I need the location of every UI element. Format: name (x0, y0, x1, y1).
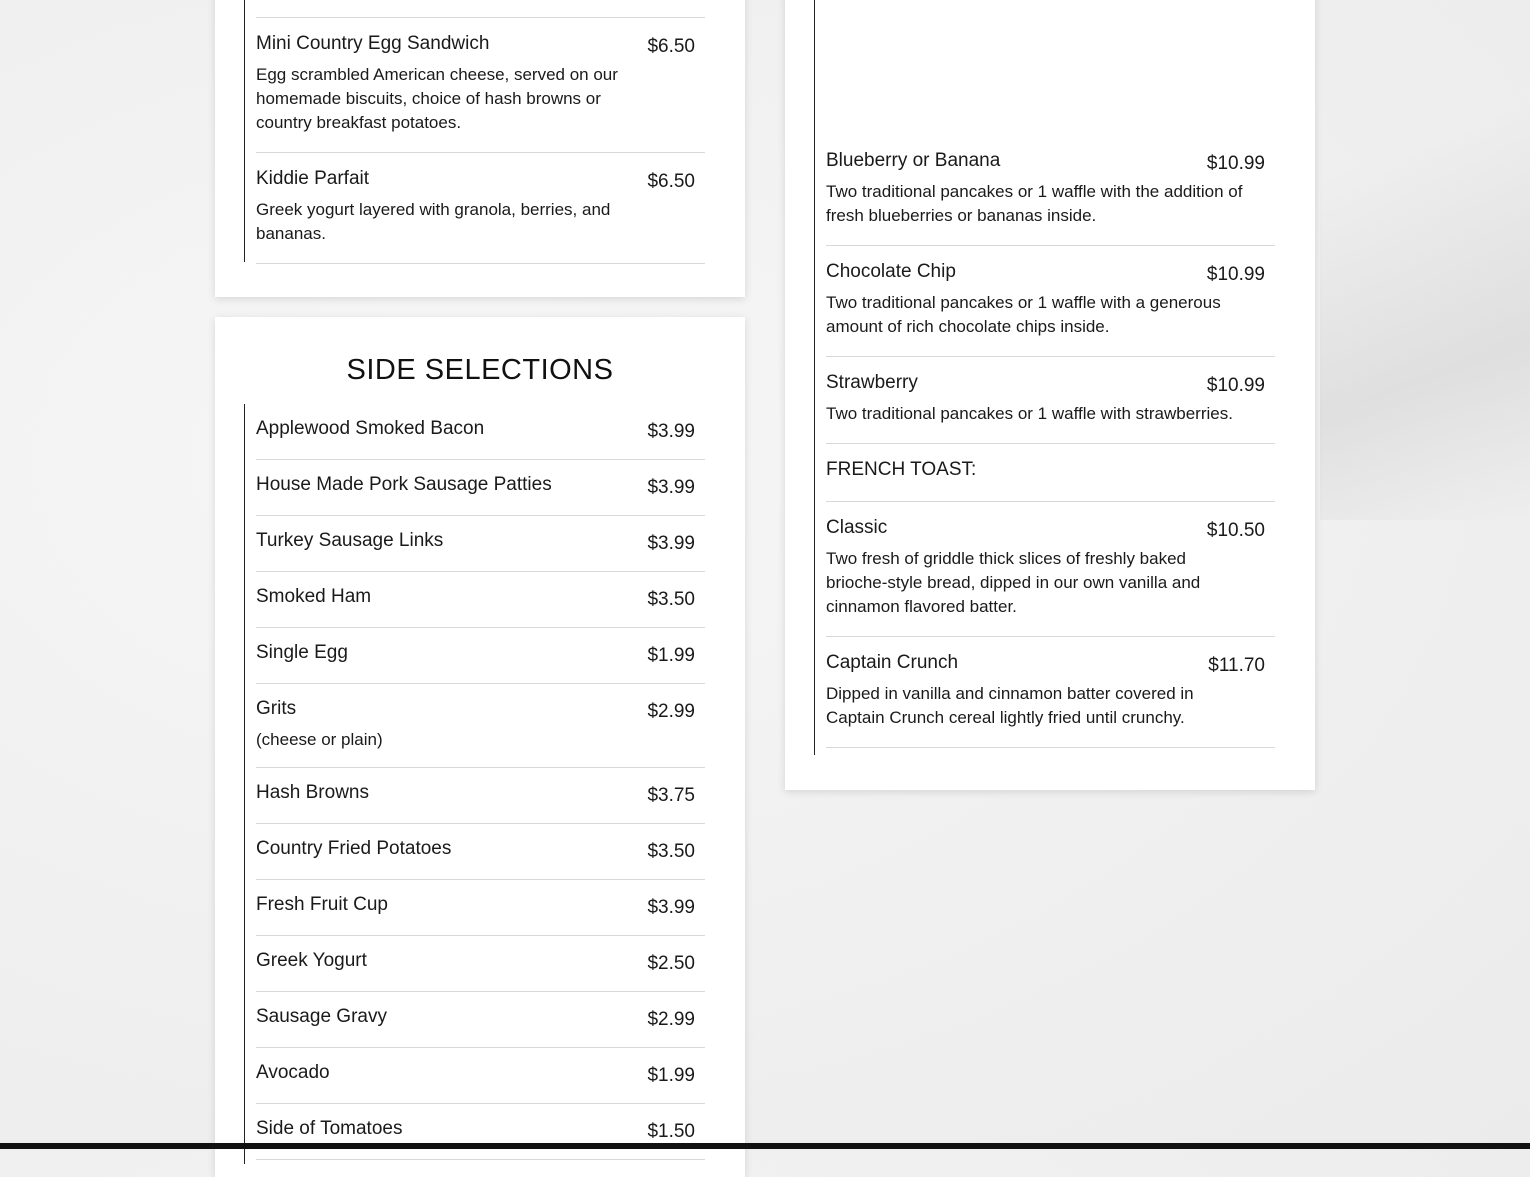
item-name: Side of Tomatoes (256, 1118, 403, 1139)
item-price: $1.99 (647, 645, 695, 666)
item-price: $1.99 (647, 1065, 695, 1086)
menu-item (826, 357, 1275, 444)
item-price: $6.50 (647, 171, 695, 192)
menu-item (256, 768, 705, 824)
divider (256, 0, 705, 18)
item-price: $10.99 (1206, 375, 1265, 396)
item-price: $3.99 (647, 533, 695, 554)
item-name: Chocolate Chip (826, 261, 956, 282)
item-price: $1.50 (647, 1121, 695, 1142)
menu-item (256, 880, 705, 936)
item-description: Egg scrambled American cheese, served on our homemade biscuits, choice of hash browns or country breakfast potatoes. (256, 65, 618, 132)
item-description: (cheese or plain) (256, 730, 383, 749)
card-rail (244, 404, 245, 1164)
item-description: Dipped in vanilla and cinnamon batter covered in Captain Crunch cereal lightly fried until crunchy. (826, 684, 1194, 727)
item-price: $10.50 (1206, 520, 1265, 541)
item-description: Greek yogurt layered with granola, berries, and bananas. (256, 200, 611, 243)
item-name: Country Fried Potatoes (256, 838, 452, 859)
menu-item (826, 502, 1275, 637)
item-name: Blueberry or Banana (826, 150, 1001, 171)
item-name: Smoked Ham (256, 586, 372, 607)
item-price: $2.99 (647, 1009, 695, 1030)
menu-item (256, 628, 705, 684)
menu-item (256, 992, 705, 1048)
side-selections-list (256, 404, 705, 1160)
menu-item (826, 246, 1275, 357)
item-price: $2.50 (647, 953, 695, 974)
item-description: Two traditional pancakes or 1 waffle with strawberries. (826, 404, 1233, 423)
item-description: Two traditional pancakes or 1 waffle with a generous amount of rich chocolate chips inside. (826, 293, 1221, 336)
pancakes-card (785, 0, 1315, 790)
french-toast-heading: FRENCH TOAST: (826, 444, 1275, 502)
item-name: Fresh Fruit Cup (256, 894, 388, 915)
section-title: SIDE SELECTIONS (346, 354, 614, 386)
item-name: Classic (826, 517, 888, 538)
item-name: Kiddie Parfait (256, 168, 370, 189)
item-name: Turkey Sausage Links (256, 530, 444, 551)
item-name: Sausage Gravy (256, 1006, 387, 1027)
item-name: Captain Crunch (826, 652, 959, 673)
menu-item (256, 404, 705, 460)
item-price: $3.99 (647, 477, 695, 498)
item-price: $2.99 (647, 701, 695, 722)
menu-item (256, 1104, 705, 1160)
kids-menu-card (215, 0, 745, 297)
item-name: Hash Browns (256, 782, 369, 803)
menu-item (826, 637, 1275, 748)
item-name: Single Egg (256, 642, 348, 663)
menu-item (256, 460, 705, 516)
menu-item (256, 684, 705, 768)
menu-item (256, 153, 705, 264)
side-selections-card (215, 317, 745, 1177)
pancakes-list (826, 135, 1275, 748)
menu-item (256, 18, 705, 153)
item-price: $10.99 (1206, 153, 1265, 174)
item-name: Mini Country Egg Sandwich (256, 33, 490, 54)
item-description: Two traditional pancakes or 1 waffle with the addition of fresh blueberries or bananas inside. (826, 182, 1243, 225)
menu-item (256, 936, 705, 992)
item-price: $3.50 (647, 589, 695, 610)
kids-menu-list (256, 0, 705, 264)
item-price: $10.99 (1206, 264, 1265, 285)
item-name: Strawberry (826, 372, 918, 393)
card-rail (244, 0, 245, 262)
item-price: $6.50 (647, 36, 695, 57)
item-name: Greek Yogurt (256, 950, 367, 971)
item-name: Avocado (256, 1062, 330, 1083)
bottom-bar (0, 1143, 1530, 1149)
card-rail (814, 0, 815, 755)
item-name: House Made Pork Sausage Patties (256, 474, 552, 495)
item-price: $3.50 (647, 841, 695, 862)
item-name: Applewood Smoked Bacon (256, 418, 485, 439)
item-price: $3.99 (647, 421, 695, 442)
background-shade (1320, 0, 1530, 520)
item-description: Two fresh of griddle thick slices of freshly baked brioche-style bread, dipped in our own vanilla and cinnamon flavored batter. (826, 549, 1201, 616)
menu-item (256, 572, 705, 628)
menu-item (256, 824, 705, 880)
menu-item (256, 1048, 705, 1104)
item-price: $3.75 (647, 785, 695, 806)
menu-item (256, 516, 705, 572)
item-price: $11.70 (1208, 655, 1265, 676)
item-name: Grits (256, 698, 297, 719)
item-price: $3.99 (647, 897, 695, 918)
menu-item (826, 135, 1275, 246)
